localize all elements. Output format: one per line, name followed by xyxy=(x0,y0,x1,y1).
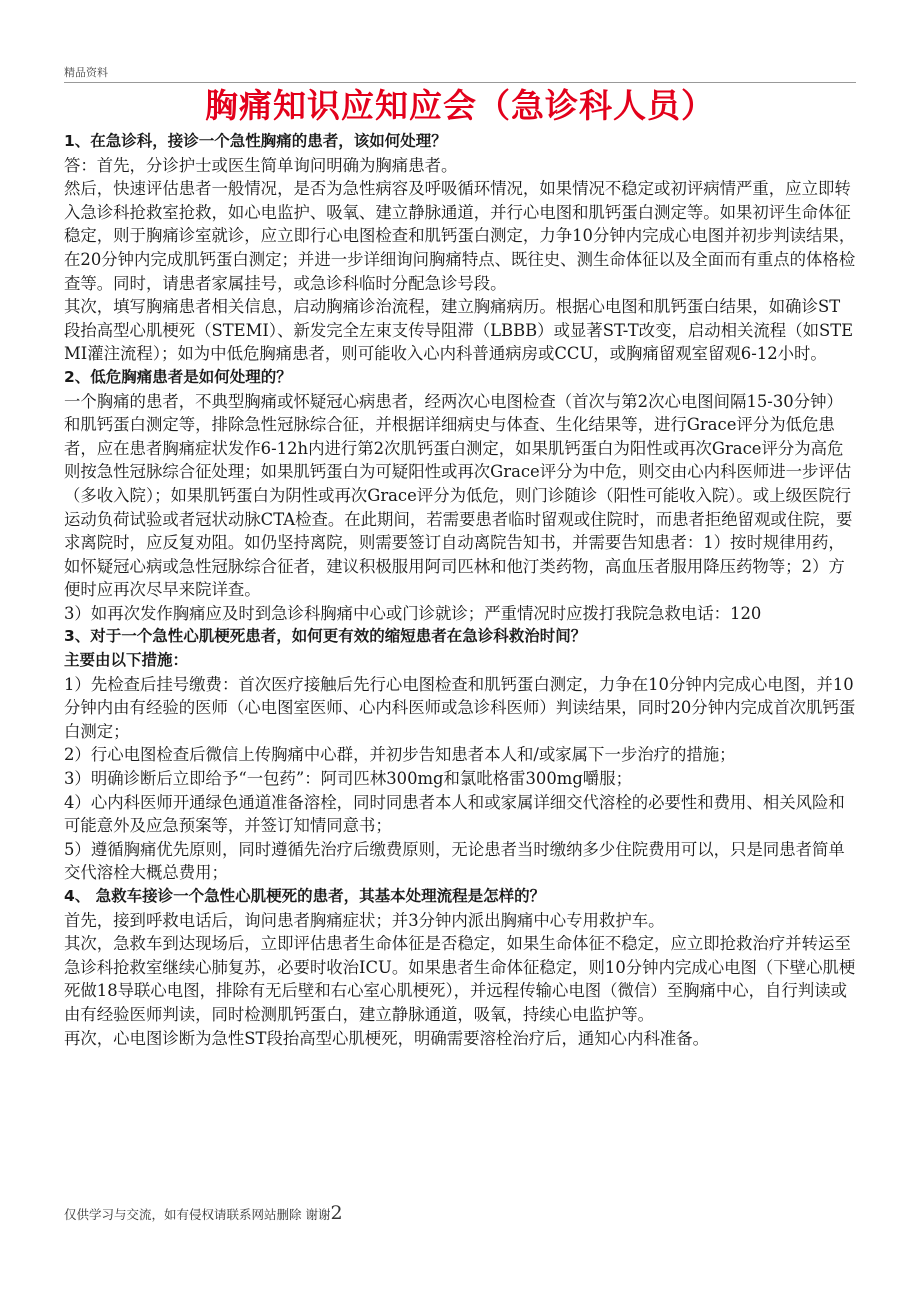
answer-1-paragraph-2: 然后，快速评估患者一般情况，是否为急性病容及呼吸循环情况，如果情况不稳定或初评病情严重，应立即转入急诊科抢救室抢救，如心电监护、吸氧、建立静脉通道，并行心电图和肌钙蛋白测定等。如果初评生命体征稳定，则于胸痛诊室就诊，应立即行心电图检查和肌钙蛋白测定，力争10分钟内完成心电图并初步判读结果，在20分钟内完成肌钙蛋白测定；并进一步详细询问胸痛特点、既往史、测生命体征以及全面而有重点的体格检查等。同时，请患者家属挂号，或急诊科临时分配急诊号段。 xyxy=(64,179,856,293)
measures-subheading: 主要由以下措施： xyxy=(64,651,189,670)
question-4-heading: 4、 急救车接诊一个急性心肌梗死的患者，其基本处理流程是怎样的？ xyxy=(64,887,546,905)
document-body xyxy=(64,130,856,1050)
measure-3: 3）明确诊断后立即给予“一包药”：阿司匹林300mg和氯吡格雷300mg嚼服； xyxy=(64,769,632,789)
measure-2: 2）行心电图检查后微信上传胸痛中心群，并初步告知患者本人和/或家属下一步治疗的措施； xyxy=(64,745,736,765)
answer-4-paragraph-1: 首先，接到呼救电话后，询问患者胸痛症状；并3分钟内派出胸痛中心专用救护车。 xyxy=(64,910,665,930)
page-title: 胸痛知识应知应会（急诊科人员） xyxy=(205,86,715,125)
question-3-heading: 3、对于一个急性心肌梗死患者，如何更有效的缩短患者在急诊科救治时间？ xyxy=(64,627,587,646)
footer-note: 仅供学习与交流，如有侵权请联系网站删除 谢谢 xyxy=(64,1207,331,1222)
answer-1-paragraph-1: 答：首先，分诊护士或医生简单询问明确为胸痛患者。 xyxy=(64,155,458,175)
answer-2-paragraph-2: 3）如再次发作胸痛应及时到急诊科胸痛中心或门诊就诊；严重情况时应拨打我院急救电话：120 xyxy=(64,603,762,623)
answer-2-paragraph-1: 一个胸痛的患者，不典型胸痛或怀疑冠心病患者，经两次心电图检查（首次与第2次心电图间隔15-30分钟）和肌钙蛋白测定等，排除急性冠脉综合征，并根据详细病史与体查、生化结果等，进行Grace评分为低危患者，应在患者胸痛症状发作6-12h内进行第2次肌钙蛋白测定，如果肌钙蛋白为阳性或再次Grace评分为高危则按急性冠脉综合征处理；如果肌钙蛋白为可疑阳性或再次Grace评分为中危，则交由心内科医师进一步评估（多收入院）；如果肌钙蛋白为阴性或再次Grace评分为低危，则门诊随诊（阳性可能收入院）。或上级医院行运动负荷试验或者冠状动脉CTA检查。在此期间，若需要患者临时留观或住院时，而患者拒绝留观或住院，要求离院时，应反复劝阻。如仍坚持离院，则需要签订自动离院告知书，并需要告知患者：1）按时规律用药，如怀疑冠心病或急性冠脉综合征者，建议积极服用阿司匹林和他汀类药物，高血压者服用降压药物等；2）方便时应再次尽早来院详查。 xyxy=(64,391,853,600)
question-1-heading: 1、在急诊科，接诊一个急性胸痛的患者，该如何处理？ xyxy=(64,132,447,150)
answer-4-paragraph-3: 再次，心电图诊断为急性ST段抬高型心肌梗死，明确需要溶栓治疗后，通知心内科准备。 xyxy=(64,1028,710,1048)
header-label: 精品资料 xyxy=(64,66,108,79)
answer-4-paragraph-2: 其次，急救车到达现场后，立即评估患者生命体征是否稳定，如果生命体征不稳定，应立即抢救治疗并转运至急诊科抢救室继续心肺复苏，必要时收治ICU。如果患者生命体征稳定，则10分钟内完成心电图（下壁心肌梗死做18导联心电图，排除有无后壁和右心室心肌梗死），并远程传输心电图（微信）至胸痛中心，自行判读或由有经验医师判读，同时检测肌钙蛋白，建立静脉通道，吸氧，持续心电监护等。 xyxy=(64,934,856,1024)
question-2-heading: 2、低危胸痛患者是如何处理的？ xyxy=(64,367,292,386)
header-rule xyxy=(64,82,856,83)
measure-5: 5）遵循胸痛优先原则，同时遵循先治疗后缴费原则，无论患者当时缴纳多少住院费用可以，只是同患者简单交代溶栓大概总费用； xyxy=(64,839,845,883)
measure-1: 1）先检查后挂号缴费：首次医疗接触后先行心电图检查和肌钙蛋白测定，力争在10分钟内完成心电图，并10分钟内由有经验的医师（心电图室医师、心内科医师或急诊科医师）判读结果，同时20分钟内完成首次肌钙蛋白测定； xyxy=(64,674,856,741)
page-number: 2 xyxy=(330,1202,343,1224)
measure-4: 4）心内科医师开通绿色通道准备溶栓，同时同患者本人和或家属详细交代溶栓的必要性和费用、相关风险和可能意外及应急预案等，并签订知情同意书； xyxy=(64,792,845,836)
answer-1-paragraph-3: 其次，填写胸痛患者相关信息，启动胸痛诊治流程，建立胸痛病历。根据心电图和肌钙蛋白结果，如确诊ST段抬高型心肌梗死（STEMI）、新发完全左束支传导阻滞（LBBB）或显著ST-T改变，启动相关流程（如STEMI灌注流程）；如为中低危胸痛患者，则可能收入心内科普通病房或CCU，或胸痛留观室留观6-12小时。 xyxy=(64,297,854,364)
page-footer xyxy=(64,1202,343,1224)
